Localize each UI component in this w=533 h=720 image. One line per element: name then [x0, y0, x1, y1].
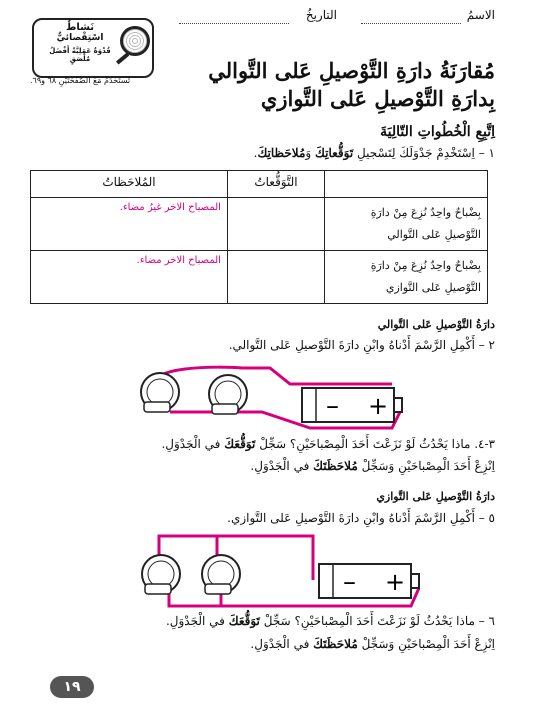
step-1-text-a: اِسْتَخْدِمْ جَدْوَلَكَ لِتَسْجيلِ: [357, 146, 475, 160]
name-blank[interactable]: [361, 23, 461, 24]
badge-line-1: نَشاطٌ: [65, 22, 95, 33]
pages-note: تُستَخدَمُ مَعَ الصَّفْحَتَيْنِ ٦٨ و٦٩.: [30, 76, 131, 85]
step-6-line-2: [250, 637, 495, 651]
parallel-heading: دارَةُ التَّوْصيلِ عَلى التَّوازي: [376, 490, 495, 503]
table-row: [31, 251, 488, 304]
bulb-right: [202, 555, 240, 594]
step-3-4-line2-a: اِنْزِعْ أَحَدَ الْمِصْباحَيْنِ وَسَجِّلْ: [361, 459, 495, 473]
parallel-circuit-diagram: [125, 530, 435, 608]
series-heading: دارَةُ التَّوْصيلِ عَلى التَّوالي: [377, 318, 495, 331]
name-label: الاسمُ: [466, 8, 495, 22]
bulb-left: [142, 555, 180, 594]
step-5: ٥ – أَكْمِلِ الرَّسْمَ أَدْناهُ وابْنِ دارَةَ التَّوْصيلِ عَلى التَّوازي.: [227, 511, 495, 525]
parallel-wire-top: [159, 536, 217, 556]
title-line-1: مُقارَنَةُ دارَةِ التَّوْصيلِ عَلى التَّوالي: [208, 58, 495, 83]
step-3-4-line2-b: في الْجَدْوَلِ.: [250, 459, 310, 473]
step-2: ٢ – أَكْمِلِ الرَّسْمَ أَدْناهُ وابْنِ دارَةَ التَّوْصيلِ عَلى التَّوالي.: [228, 338, 495, 352]
parallel-wire-bottom-left: [169, 594, 221, 606]
series-circuit-diagram: [130, 358, 430, 430]
step-6-line2-bold: مُلاحَظَتَكَ: [313, 637, 358, 651]
step-6-bold: تَوَقُّعَكَ: [228, 614, 260, 628]
row-label-line-1: بِضْباحٌ واحِدٌ نُزِعَ مِنْ دارَةِ: [370, 259, 481, 272]
step-3-4-line2-bold: مُلاحَظَتَكَ: [313, 459, 358, 473]
step-3-4: [161, 437, 495, 451]
table-header-observations: المُلاحَظاتُ: [31, 171, 228, 198]
step-6-text-b: في الْجَدْوَلِ.: [165, 614, 225, 628]
badge-line-2: اسْتِقْصائيٌّ: [56, 33, 104, 43]
date-label: التاريخُ: [305, 8, 337, 22]
table-header-blank: [325, 171, 488, 198]
table-header-predictions: التَّوَقُّعاتُ: [227, 171, 324, 198]
table-row: [31, 198, 488, 251]
step-3-4-bold: تَوَقُّعَكَ: [224, 437, 256, 451]
battery-plus-sign: +: [385, 568, 406, 596]
battery-minus-sign: –: [326, 391, 339, 421]
row-label-line-1: بِضْباحٌ واحِدٌ نُزِعَ مِنْ دارَةِ: [370, 206, 481, 219]
activity-badge: [32, 18, 154, 78]
steps-heading: اِتَّبِعِ الْخُطُواتِ التّالِيَةَ: [380, 124, 495, 140]
table-header-row: [31, 171, 488, 198]
prediction-cell[interactable]: [227, 198, 324, 251]
step-1-bold-a: تَوَقُّعاتِكَ: [315, 146, 354, 160]
step-6-line2-b: في الْجَدْوَلِ.: [250, 637, 310, 651]
battery-plus-sign: +: [368, 392, 389, 420]
row-label: [325, 251, 488, 304]
badge-line-3: قُدْوَةٌ عَمَلِيَّةٌ أَفْضَلُ مُلْصَقٍ: [49, 47, 111, 63]
step-1-end: .: [253, 146, 258, 160]
step-3-4-text-b: في الْجَدْوَلِ.: [161, 437, 221, 451]
row-label: [325, 198, 488, 251]
date-blank[interactable]: [179, 23, 289, 24]
step-1-num: ١ –: [478, 146, 495, 160]
header-fields: [165, 8, 495, 26]
prediction-cell[interactable]: [227, 251, 324, 304]
page-number: ١٩: [50, 676, 94, 698]
step-6-line2-a: اِنْزِعْ أَحَدَ الْمِصْباحَيْنِ وَسَجِّلْ: [361, 637, 495, 651]
magnifier-fingerprint-icon: [120, 26, 150, 56]
bulb-left: [141, 373, 179, 412]
step-1-bold-b: مُلاحَظاتِكَ: [257, 146, 306, 160]
row-label-line-2: التَّوْصيلِ عَلى التَّوازي: [385, 281, 481, 294]
step-1: [254, 146, 495, 160]
row-label-line-2: التَّوْصيلِ عَلى التَّوالي: [387, 228, 481, 241]
step-3-4-text-a: ٣-٤. ماذا يَحْدُثُ لَوْ نَزَعْتَ أَحَدَ الْمِصْباحَيْنِ؟ سَجِّلْ: [259, 437, 495, 451]
observation-cell[interactable]: المصباح الاخر غيرُ مضاء.: [31, 198, 228, 251]
title-line-2: بِدارَةِ التَّوْصيلِ عَلى التَّوازي: [260, 86, 495, 111]
observation-cell[interactable]: المصباح الاخر مضاء.: [31, 251, 228, 304]
step-1-text-b: وَ: [305, 146, 312, 160]
series-wire-top: [157, 367, 392, 388]
bulb-right: [209, 375, 247, 414]
step-6-text-a: ٦ – ماذا يَحْدُثُ لَوْ نَزَعْتَ أَحَدَ الْمِصْباحَيْنِ؟ سَجِّلْ: [263, 614, 495, 628]
step-3-4-line-2: [250, 459, 495, 473]
step-6: [166, 614, 495, 628]
battery-minus-sign: –: [343, 567, 356, 597]
observations-table: [30, 170, 488, 304]
